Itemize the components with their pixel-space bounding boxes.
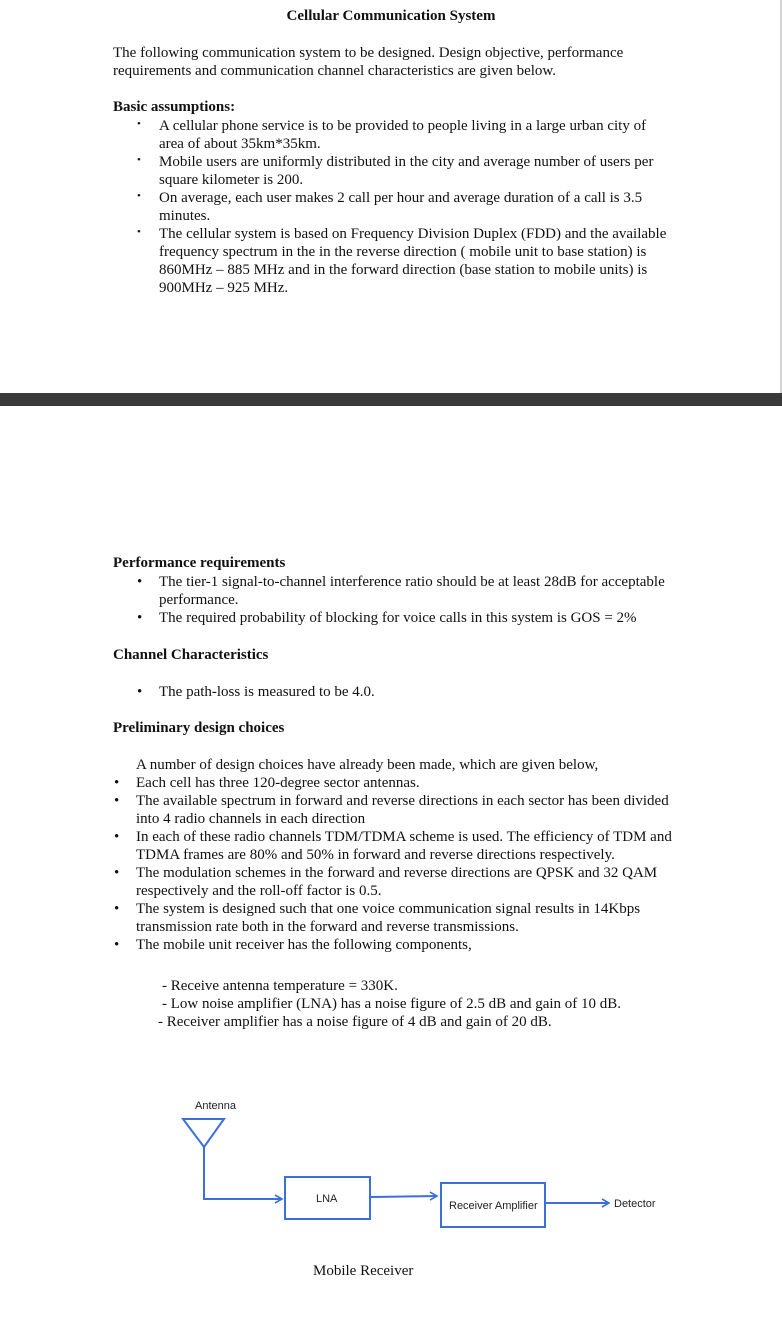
list-item-text: A cellular phone service is to be provided to people living in a large urban city of area of about 35km*35km. <box>159 118 647 152</box>
receiver-amp-label: Receiver Amplifier <box>449 1200 538 1212</box>
list-item-text: The mobile unit receiver has the following components, <box>136 937 472 953</box>
bullet-icon: • <box>114 865 120 881</box>
bullet-icon: • <box>137 684 143 700</box>
page-title: Cellular Communication System <box>286 8 496 24</box>
list-item-text: The modulation schemes in the forward and reverse directions are QPSK and 32 QAM respectively and the roll-off factor is 0.5. <box>136 865 658 899</box>
list-item-text: The system is designed such that one voice communication signal results in 14Kbps transmission rate both in the forward and reverse transmissions. <box>136 901 641 935</box>
antenna-icon <box>183 1119 224 1147</box>
diagram-caption: Mobile Receiver <box>313 1263 414 1279</box>
bullet-icon: • <box>114 775 120 791</box>
preliminary-heading: Preliminary design choices <box>113 720 285 736</box>
antenna-to-lna-line <box>204 1147 282 1199</box>
bullet-icon: • <box>114 901 120 917</box>
list-item-text: On average, each user makes 2 call per hour and average duration of a call is 3.5 minutes. <box>159 190 643 224</box>
bullet-icon: • <box>137 154 141 166</box>
antenna-label: Antenna <box>195 1100 236 1112</box>
list-item-text: In each of these radio channels TDM/TDMA scheme is used. The efficiency of TDM and TDMA frames are 80% and 50% in forward and reverse directions respectively. <box>136 829 672 863</box>
bullet-icon: • <box>137 574 143 590</box>
list-item-text: The available spectrum in forward and reverse directions in each sector has been divided into 4 radio channels in each direction <box>136 793 669 827</box>
detector-label: Detector <box>614 1198 656 1210</box>
list-item-text: The path-loss is measured to be 4.0. <box>159 684 375 700</box>
component-antenna-temp: - Receive antenna temperature = 330K. <box>162 978 398 994</box>
intro-paragraph: The following communication system to be designed. Design objective, performance requirements and communication channel characteristics are given below. <box>113 45 624 79</box>
channel-heading: Channel Characteristics <box>113 647 269 663</box>
component-receiver-amp: - Receiver amplifier has a noise figure of 4 dB and gain of 20 dB. <box>158 1014 552 1030</box>
bullet-icon: • <box>137 226 141 238</box>
basic-assumptions-heading: Basic assumptions: <box>113 99 236 115</box>
bullet-icon: • <box>137 190 141 202</box>
bullet-icon: • <box>137 610 143 626</box>
preliminary-intro: A number of design choices have already been made, which are given below, <box>136 757 599 773</box>
lna-label: LNA <box>316 1193 338 1205</box>
list-item-text: The required probability of blocking for voice calls in this system is GOS = 2% <box>159 610 637 626</box>
list-item-text: The cellular system is based on Frequency Division Duplex (FDD) and the available frequency spectrum in the in the reverse direction ( mobile unit to base station) is 860MHz – 885 MHz and in the forward direction (base station to mobile units) is 900MHz – 925 MHz. <box>159 226 667 296</box>
bullet-icon: • <box>114 937 120 953</box>
lna-to-amp-line <box>370 1196 437 1197</box>
list-item-text: Mobile users are uniformly distributed in the city and average number of users per square kilometer is 200. <box>159 154 654 188</box>
bullet-icon: • <box>114 829 120 845</box>
component-lna: - Low noise amplifier (LNA) has a noise figure of 2.5 dB and gain of 10 dB. <box>162 996 622 1012</box>
list-item-text: The tier-1 signal-to-channel interference ratio should be at least 28dB for acceptable performance. <box>159 574 665 608</box>
bullet-icon: • <box>114 793 120 809</box>
performance-heading: Performance requirements <box>113 555 286 571</box>
list-item-text: Each cell has three 120-degree sector antennas. <box>136 775 420 791</box>
bullet-icon: • <box>137 118 141 130</box>
